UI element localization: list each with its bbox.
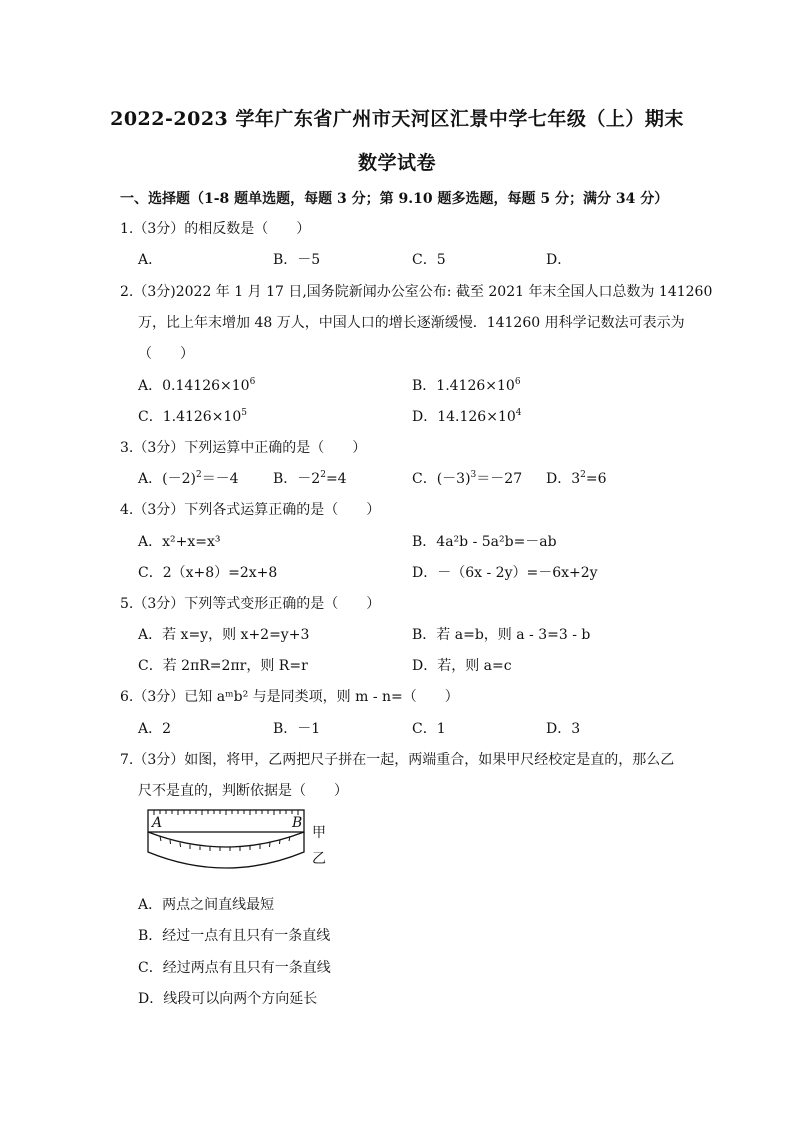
question-2-option-c: C．$1.4126\times 10^5$ <box>138 408 247 425</box>
question-3-option-d: D．$3^2=6$ <box>546 470 607 487</box>
rulers-drawing <box>140 808 310 878</box>
question-6-option-b: B．－1 <box>273 721 321 737</box>
question-4-option-c: C．2（x+8）=2x+8 <box>138 565 278 581</box>
question-1-option-c: C．5 <box>412 252 446 268</box>
question-5-option-b: B．若 a=b，则 a - 3=3 - b <box>412 627 591 643</box>
question-1-option-b: B．－5 <box>273 252 321 268</box>
question-7-option-b: B．经过一点有且只有一条直线 <box>138 928 331 944</box>
page-title-line2: 数学试卷 <box>357 152 436 174</box>
question-2-option-b: B．$1.4126\times 10^6$ <box>412 377 521 394</box>
section-heading: 一、选择题（1-8 题单选题，每题 3 分；第 9.10 题多选题，每题 5 分；满分 34 分） <box>120 191 669 207</box>
question-5-option-a: A．若 x=y，则 x+2=y+3 <box>138 627 310 643</box>
question-7-stem-line2: 尺不是直的，判断依据是（ ） <box>138 783 348 799</box>
question-2-stem-line3: （ ） <box>138 346 194 362</box>
question-5-stem: 5.（3分）下列等式变形正确的是（ ） <box>120 596 381 612</box>
question-4-stem: 4.（3分）下列各式运算正确的是（ ） <box>120 502 381 518</box>
question-3-stem: 3.（3分）下列运算中正确的是（ ） <box>120 440 367 456</box>
question-2-stem-line1: 2.（3分)2022 年 1 月 17 日,国务院新闻办公室公布: 截至 2021 年末全国人口总数为 141260 <box>120 284 713 300</box>
figure-ruler-yi-label: 乙 <box>312 851 326 867</box>
page-title-line1: 2022-2023 学年广东省广州市天河区汇景中学七年级（上）期末 <box>110 108 684 130</box>
question-1-option-a: A． <box>138 252 163 268</box>
figure-point-a-label: A <box>152 815 163 831</box>
question-1-option-d: D． <box>546 252 572 268</box>
question-7-option-a: A．两点之间直线最短 <box>138 897 275 913</box>
figure-ruler-jia-label: 甲 <box>312 825 326 841</box>
question-7-stem-line1: 7.（3分）如图，将甲，乙两把尺子拼在一起，两端重合，如果甲尺经校定是直的，那么乙 <box>120 752 675 768</box>
question-2-option-a: A．$0.14126\times 10^6$ <box>138 377 256 394</box>
question-7-option-c: C．经过两点有且只有一条直线 <box>138 960 331 976</box>
question-3-option-a: A．$(-2)^2=-4$ <box>138 470 239 487</box>
question-3-option-b: B．$-2^2=4$ <box>273 470 347 487</box>
rulers-figure <box>140 808 340 878</box>
question-1-stem: 1.（3分）的相反数是（ ） <box>120 221 311 237</box>
question-2-stem-line2: 万，比上年末增加 48 万人，中国人口的增长逐渐缓慢．141260 用科学记数法可表示为 <box>138 315 685 331</box>
question-6-option-d: D．3 <box>546 721 581 737</box>
question-6-option-a: A．2 <box>138 721 172 737</box>
question-7-option-d: D．线段可以向两个方向延长 <box>138 991 318 1007</box>
question-2-option-d: D．$14.126\times 10^4$ <box>412 408 522 425</box>
question-4-option-a: A．x²+x=x³ <box>138 534 221 550</box>
question-5-option-c: C．若 2πR=2πr，则 R=r <box>138 658 308 674</box>
question-6-stem: 6.（3分）已知 aᵐb² 与是同类项，则 m - n=（ ） <box>120 689 459 705</box>
question-6-option-c: C．1 <box>412 721 446 737</box>
question-4-option-d: D．－（6x - 2y）=－6x+2y <box>412 565 598 581</box>
question-5-option-d: D．若，则 a=c <box>412 658 512 674</box>
figure-point-b-label: B <box>292 815 303 831</box>
question-4-option-b: B．4a²b - 5a²b=－ab <box>412 534 557 550</box>
question-3-option-c: C．$(-3)^3=-27$ <box>412 470 523 487</box>
